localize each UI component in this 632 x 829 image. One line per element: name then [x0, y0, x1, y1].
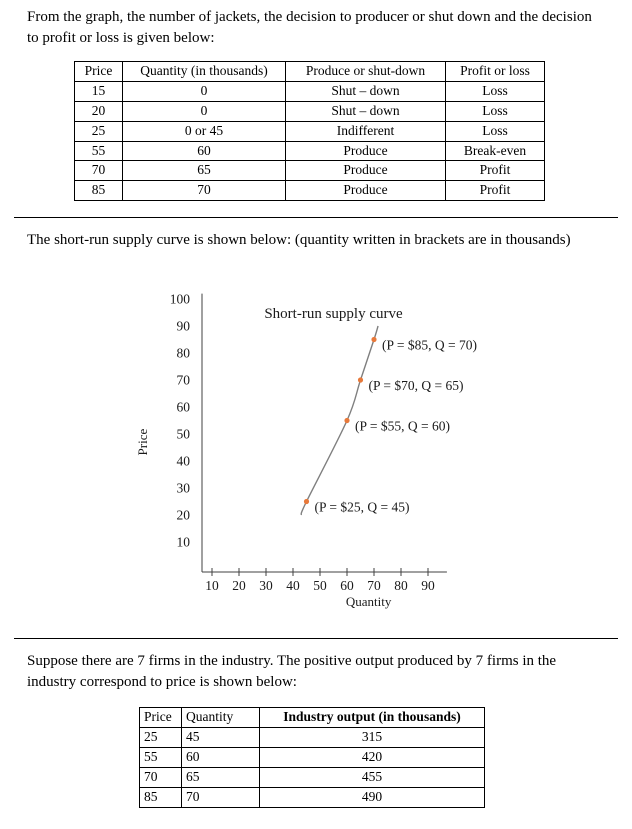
table1-header: Profit or loss [446, 62, 545, 82]
table2-cell: 85 [140, 787, 182, 807]
supply-curve-caption: The short-run supply curve is shown below: (quantity written in brackets are in thousands) [27, 232, 571, 249]
table1-cell: 70 [123, 181, 286, 201]
table-row [140, 787, 485, 807]
table1-cell: 20 [75, 101, 123, 121]
table2-header: Quantity [182, 708, 260, 728]
table1-cell: Loss [446, 121, 545, 141]
table1-cell: 0 [123, 101, 286, 121]
point-annotation: (P = $25, Q = 45) [314, 499, 410, 515]
x-axis-label: Quantity [345, 594, 392, 610]
point-annotation: (P = $85, Q = 70) [382, 337, 477, 353]
short-run-supply-curve-chart [127, 269, 557, 617]
point-annotation: (P = $55, Q = 60) [355, 418, 450, 434]
y-tick-label: 20 [176, 507, 190, 523]
table1-cell: 25 [75, 121, 123, 141]
table1-cell: Produce [286, 181, 446, 201]
data-point [304, 499, 309, 504]
table-row [75, 121, 545, 141]
table1-cell: Loss [446, 81, 545, 101]
y-tick-label: 60 [176, 399, 190, 415]
decision-table [74, 61, 545, 201]
table2-cell: 70 [140, 767, 182, 787]
table1-cell: 0 [123, 81, 286, 101]
table-header-row [140, 708, 485, 728]
x-tick-label: 70 [367, 578, 381, 594]
section-divider [14, 638, 618, 639]
table1-header: Produce or shut-down [286, 62, 446, 82]
x-tick-label: 90 [421, 578, 435, 594]
table-header-row [75, 62, 545, 82]
data-point [371, 337, 376, 342]
chart-title: Short-run supply curve [264, 306, 403, 323]
data-point [344, 418, 349, 423]
table-row [75, 101, 545, 121]
table1-cell: 70 [75, 161, 123, 181]
table1-cell: Shut – down [286, 81, 446, 101]
table1-cell: Shut – down [286, 101, 446, 121]
table1-cell: Profit [446, 181, 545, 201]
y-tick-label: 90 [176, 318, 190, 334]
point-annotation: (P = $70, Q = 65) [368, 378, 464, 394]
table-row [75, 141, 545, 161]
table1-cell: Loss [446, 101, 545, 121]
table1-cell: 85 [75, 181, 123, 201]
table1-cell: 60 [123, 141, 286, 161]
table2-header: Industry output (in thousands) [260, 708, 485, 728]
y-tick-label: 40 [176, 453, 190, 469]
table1-cell: Produce [286, 141, 446, 161]
x-tick-label: 80 [394, 578, 408, 594]
x-tick-label: 50 [313, 578, 327, 594]
x-tick-label: 10 [205, 578, 219, 594]
table2-cell: 420 [260, 747, 485, 767]
data-point [358, 378, 363, 383]
intro-text: From the graph, the number of jackets, the decision to producer or shut down and the decision to profit or loss is given below: [27, 9, 592, 46]
industry-output-table [139, 707, 485, 807]
table-row [140, 767, 485, 787]
table2-header: Price [140, 708, 182, 728]
table1-cell: 15 [75, 81, 123, 101]
x-tick-label: 40 [286, 578, 300, 594]
x-tick-label: 60 [340, 578, 354, 594]
section-divider [14, 217, 618, 218]
y-tick-label: 50 [176, 426, 190, 442]
table2-cell: 490 [260, 787, 485, 807]
y-tick-label: 80 [176, 345, 190, 361]
table1-cell: Break-even [446, 141, 545, 161]
y-axis-label: Price [135, 428, 150, 456]
table2-cell: 455 [260, 767, 485, 787]
table-row [140, 728, 485, 748]
table1-cell: 55 [75, 141, 123, 161]
table2-cell: 65 [182, 767, 260, 787]
x-tick-label: 20 [232, 578, 246, 594]
table2-cell: 25 [140, 728, 182, 748]
table1-cell: Profit [446, 161, 545, 181]
table2-cell: 70 [182, 787, 260, 807]
x-tick-label: 30 [259, 578, 273, 594]
table1-cell: Produce [286, 161, 446, 181]
y-tick-label: 100 [169, 291, 190, 307]
table1-cell: Indifferent [286, 121, 446, 141]
table2-cell: 315 [260, 728, 485, 748]
table1-cell: 65 [123, 161, 286, 181]
chart-container [127, 269, 605, 622]
table2-cell: 45 [182, 728, 260, 748]
table-row [75, 181, 545, 201]
table-row [140, 747, 485, 767]
y-tick-label: 10 [176, 534, 190, 550]
table-row [75, 81, 545, 101]
table1-header: Price [75, 62, 123, 82]
y-tick-label: 70 [176, 372, 190, 388]
table2-cell: 60 [182, 747, 260, 767]
table1-cell: 0 or 45 [123, 121, 286, 141]
table-row [75, 161, 545, 181]
table2-cell: 55 [140, 747, 182, 767]
y-tick-label: 30 [176, 480, 190, 496]
firms-text: Suppose there are 7 firms in the industry. The positive output produced by 7 firms in the industry correspond to price is shown below: [27, 653, 557, 691]
table1-header: Quantity (in thousands) [123, 62, 286, 82]
